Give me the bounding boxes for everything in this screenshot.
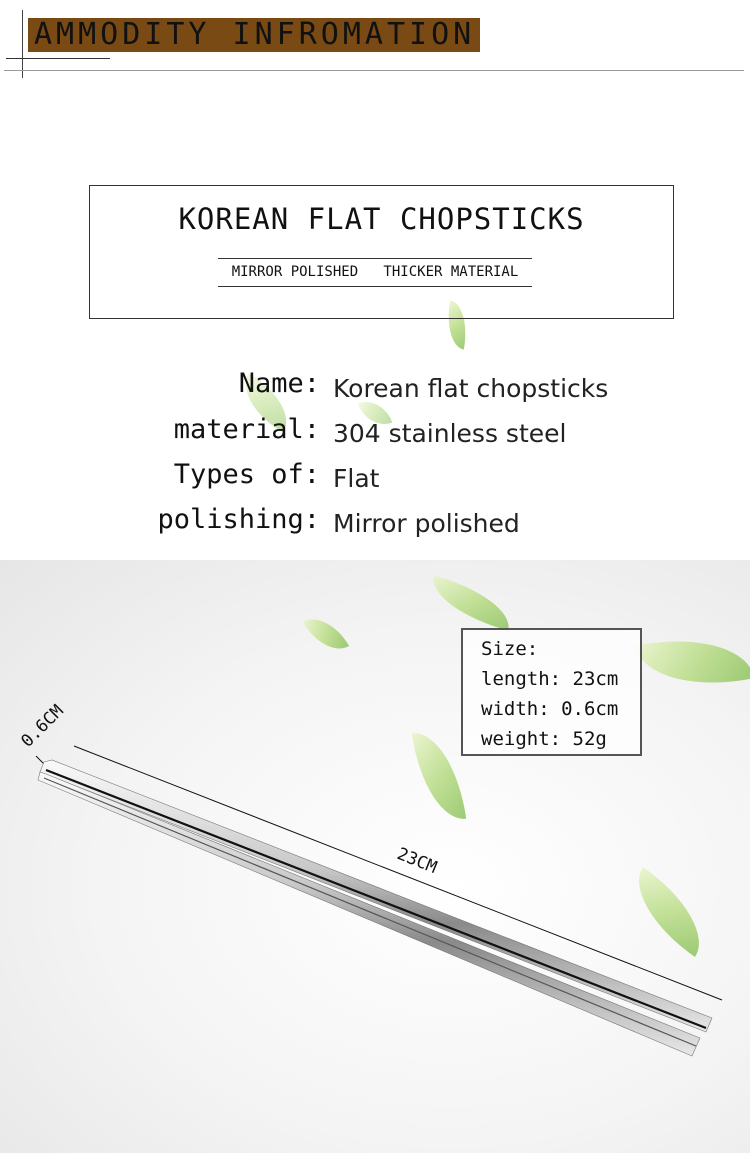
length-dimension-label: 23CM: [394, 844, 440, 878]
width-dimension-label: 0.6CM: [17, 701, 68, 752]
size-width: width: 0.6cm: [481, 698, 619, 720]
size-length: length: 23cm: [481, 668, 619, 690]
product-subtitle: MIRROR POLISHED THICKER MATERIAL: [218, 258, 532, 287]
spec-label-name: Name:: [238, 368, 320, 399]
header-banner: AMMODITY INFROMATION: [28, 18, 480, 52]
length-dimension-line: [74, 746, 722, 1000]
spec-value-name: Korean flat chopsticks: [333, 374, 609, 403]
size-weight: weight: 52g: [481, 728, 607, 750]
size-info-box: [461, 628, 642, 756]
spec-label-polishing: polishing:: [157, 504, 320, 535]
chopstick-bottom: [38, 772, 700, 1056]
spec-label-material: material:: [173, 414, 320, 445]
spec-value-material: 304 stainless steel: [333, 419, 567, 448]
spec-label-type: Types of:: [173, 459, 320, 490]
spec-value-type: Flat: [333, 464, 380, 493]
product-title: KOREAN FLAT CHOPSTICKS: [178, 202, 585, 236]
spec-value-polishing: Mirror polished: [333, 509, 520, 538]
size-heading: Size:: [481, 638, 539, 660]
